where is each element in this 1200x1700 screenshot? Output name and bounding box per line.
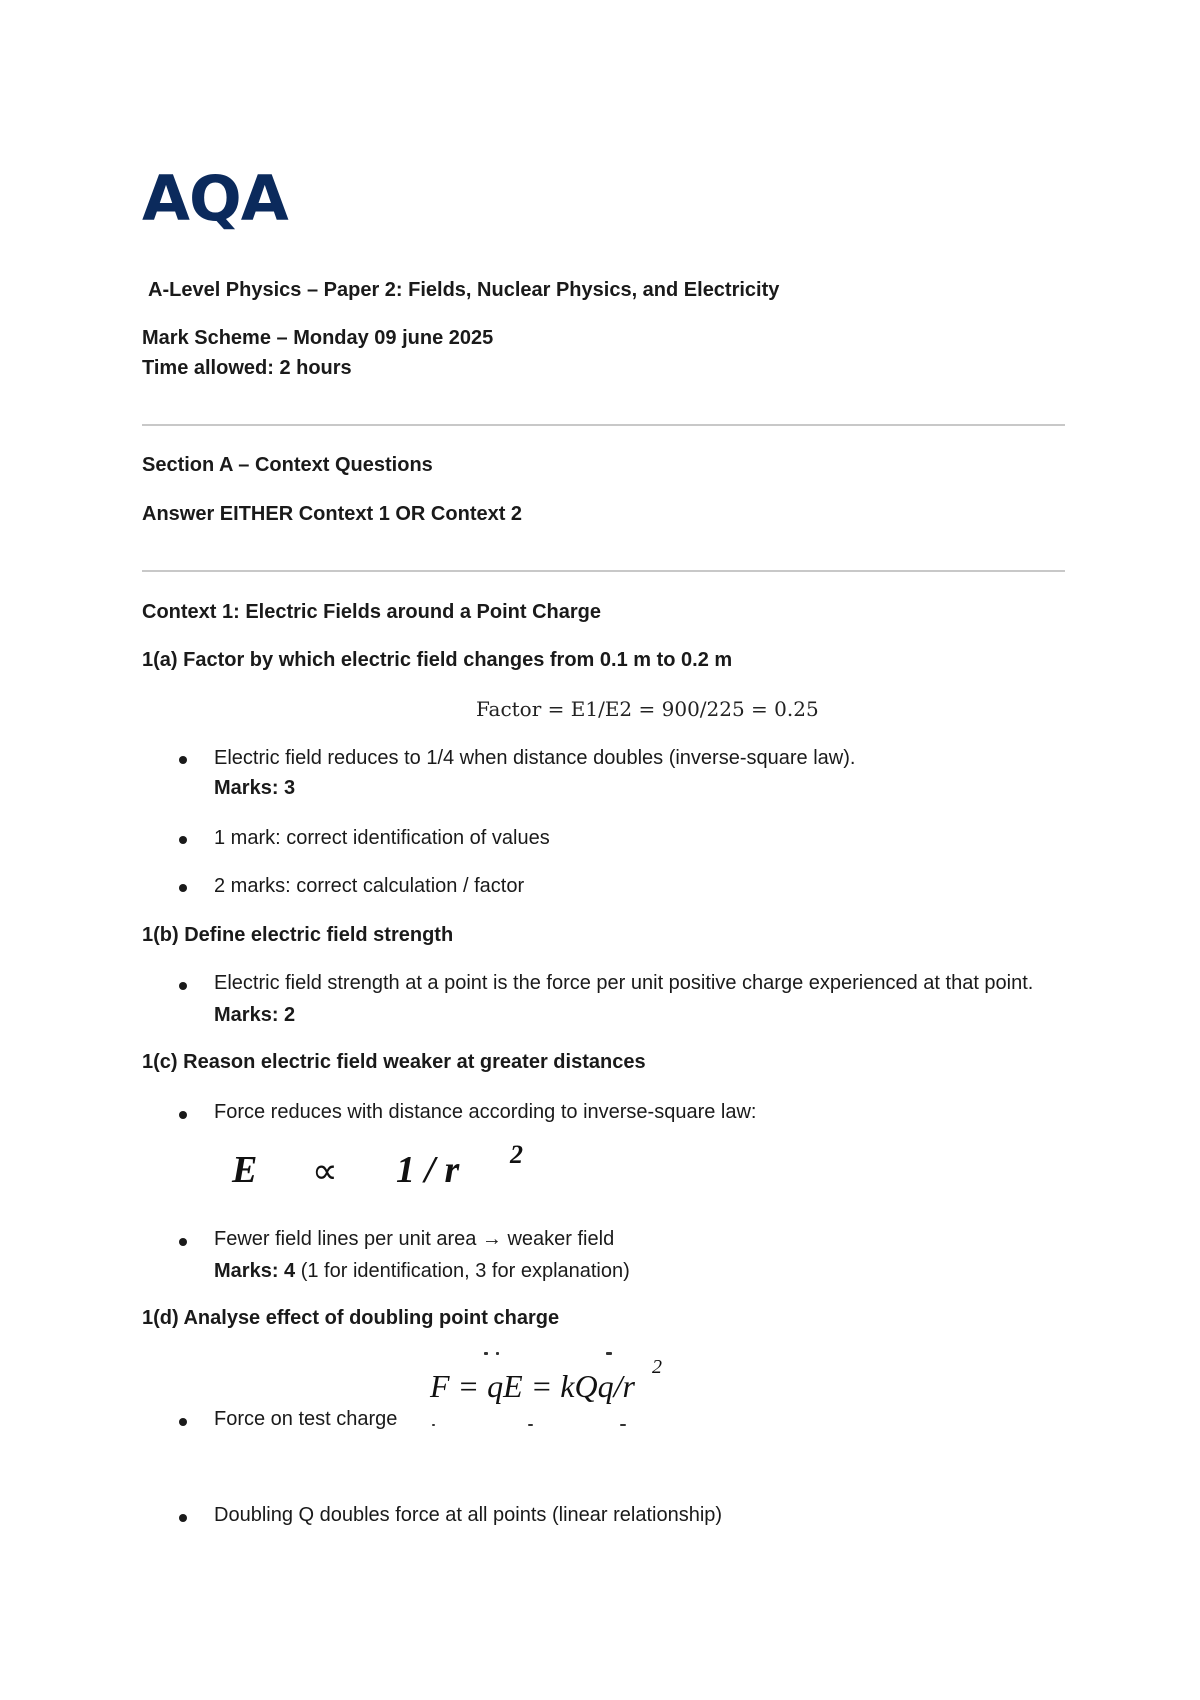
divider-2 bbox=[142, 570, 1065, 572]
eq-proportional: ∝ bbox=[312, 1151, 338, 1191]
bullet-dot bbox=[179, 1238, 187, 1246]
q1d-bullet2: Doubling Q doubles force at all points (linear relationship) bbox=[214, 1504, 723, 1526]
aqa-logo: AQA bbox=[142, 162, 288, 235]
paper-title: A-Level Physics – Paper 2: Fields, Nuclear Physics, and Electricity bbox=[148, 279, 780, 301]
q1d-equation bbox=[430, 1356, 690, 1412]
q1c-heading: 1(c) Reason electric field weaker at greater distances bbox=[142, 1051, 646, 1073]
context1-heading: Context 1: Electric Fields around a Point Charge bbox=[142, 601, 601, 623]
eq-force-exponent: 2 bbox=[652, 1356, 662, 1378]
q1d-bullet1: Force on test charge bbox=[214, 1408, 398, 1430]
q1c-bullet1: Force reduces with distance according to inverse-square law: bbox=[214, 1101, 757, 1123]
bullet-dot bbox=[179, 884, 187, 892]
q1b-bullet1: Electric field strength at a point is the force per unit positive charge experienced at that point. bbox=[214, 972, 1034, 994]
q1b-heading: 1(b) Define electric field strength bbox=[142, 924, 454, 946]
q1c-equation bbox=[232, 1140, 552, 1198]
bullet-dot bbox=[179, 1418, 187, 1426]
q1a-bullet1: Electric field reduces to 1/4 when distance doubles (inverse-square law). bbox=[214, 747, 856, 769]
bullet-dot bbox=[179, 1111, 187, 1119]
q1a-bullet3: 2 marks: correct calculation / factor bbox=[214, 875, 525, 897]
q1a-equation: Factor = E1/E2 = 900/225 = 0.25 bbox=[476, 697, 819, 721]
q1c-marks-detail: (1 for identification, 3 for explanation) bbox=[295, 1260, 630, 1282]
eq-exponent: 2 bbox=[510, 1140, 523, 1169]
q1a-marks: Marks: 3 bbox=[214, 777, 296, 799]
scan-artifact bbox=[606, 1352, 612, 1355]
scan-artifact bbox=[496, 1352, 499, 1355]
bullet-dot bbox=[179, 756, 187, 764]
time-allowed: Time allowed: 2 hours bbox=[142, 357, 352, 379]
scan-artifact bbox=[432, 1424, 435, 1426]
eq-E: E bbox=[232, 1149, 258, 1191]
mark-scheme-date: Mark Scheme – Monday 09 june 2025 bbox=[142, 327, 494, 349]
eq-force: F = qE = kQq/r bbox=[430, 1368, 635, 1404]
divider-1 bbox=[142, 424, 1065, 426]
q1d-heading: 1(d) Analyse effect of doubling point charge bbox=[142, 1307, 560, 1329]
eq-inverse-r: 1 / r bbox=[396, 1149, 460, 1191]
q1c-marks-line bbox=[214, 1259, 630, 1283]
scan-artifact bbox=[528, 1424, 533, 1426]
scan-artifact bbox=[620, 1424, 626, 1426]
q1b-marks: Marks: 2 bbox=[214, 1004, 296, 1026]
q1c-bullet2: Fewer field lines per unit area → weaker field bbox=[214, 1228, 615, 1250]
section-instruction: Answer EITHER Context 1 OR Context 2 bbox=[142, 503, 523, 525]
scan-artifact bbox=[484, 1352, 488, 1355]
bullet-dot bbox=[179, 1514, 187, 1522]
bullet-dot bbox=[179, 836, 187, 844]
q1c-marks: Marks: 4 bbox=[214, 1260, 296, 1282]
section-heading: Section A – Context Questions bbox=[142, 454, 433, 476]
q1a-bullet2: 1 mark: correct identification of values bbox=[214, 827, 550, 849]
bullet-dot bbox=[179, 982, 187, 990]
q1a-heading: 1(a) Factor by which electric field changes from 0.1 m to 0.2 m bbox=[142, 649, 733, 671]
